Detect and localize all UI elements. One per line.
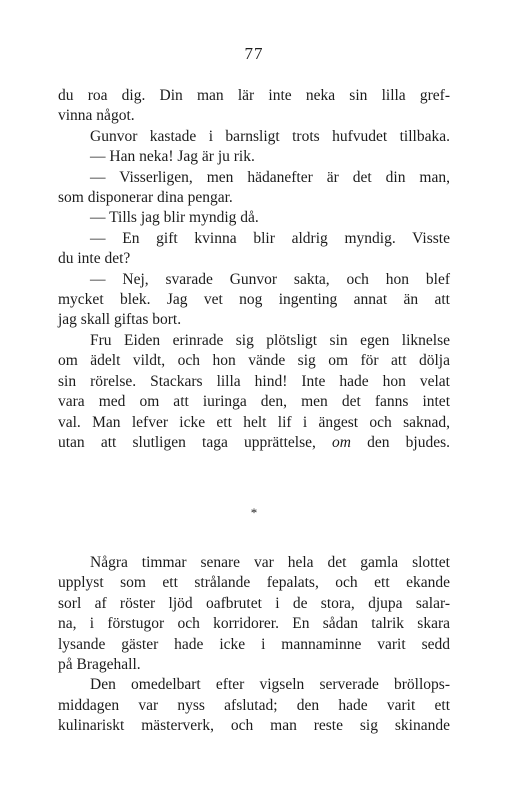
text-line: mycket blek. Jag vet nog ingenting annat än att <box>58 291 450 309</box>
text-line: lysande gäster hade icke i mannaminne varit sedd <box>58 635 450 653</box>
text-line: jag skall giftas bort. <box>58 311 182 329</box>
text-fragment: den bjudes. <box>367 433 450 451</box>
page-number: 77 <box>244 44 264 63</box>
text-line-with-emphasis <box>58 433 450 453</box>
text-line: Den omedelbart efter vigseln serverade bröllops- <box>90 676 450 694</box>
text-line: på Bragehall. <box>58 656 141 674</box>
text-line: Några timmar senare var hela det gamla slottet <box>90 554 450 571</box>
text-line: sin rörelse. Stackars lilla hind! Inte hade hon velat <box>58 372 450 390</box>
text-line: om ädelt vildt, och hon vände sig om för att dölja <box>58 352 450 370</box>
text-section-one <box>58 86 450 453</box>
text-line: — Tills jag blir myndig då. <box>90 209 259 227</box>
text-fragment: utan att slutligen taga upprättelse, <box>58 433 316 451</box>
text-line: kulinariskt mästerverk, och man reste sig skinande <box>58 717 450 735</box>
text-line: som disponerar dina pengar. <box>58 189 233 207</box>
text-line: — En gift kvinna blir aldrig myndig. Visste <box>90 229 450 247</box>
text-line: du roa dig. Din man lär inte neka sin lilla gref- <box>58 87 450 104</box>
text-line: du inte det? <box>58 250 131 268</box>
text-line: — Nej, svarade Gunvor sakta, och hon blef <box>90 270 450 288</box>
text-line: val. Man lefver icke ett helt lif i ängest och saknad, <box>58 413 450 431</box>
section-separator: * <box>250 505 258 520</box>
text-line: Gunvor kastade i barnsligt trots hufvudet tillbaka. <box>90 127 450 145</box>
text-line: — Visserligen, men hädanefter är det din man, <box>90 168 450 186</box>
text-line: — Han neka! Jag är ju rik. <box>90 148 255 166</box>
emphasized-word: om <box>332 433 351 451</box>
text-line: vinna något. <box>58 107 135 125</box>
text-line: upplyst som ett strålande fepalats, och ett ekande <box>58 574 450 592</box>
text-section-two <box>58 553 450 737</box>
text-line: middagen var nyss afslutad; den hade varit ett <box>58 696 450 714</box>
text-line: na, i förstugor och korridorer. En sådan talrik skara <box>58 615 450 633</box>
text-line: Fru Eiden erinrade sig plötsligt sin egen liknelse <box>90 331 450 349</box>
text-line: sorl af röster ljöd oafbrutet i de stora, djupa salar- <box>58 594 450 612</box>
text-line: vara med om att iuringa den, men det fanns intet <box>58 393 450 411</box>
